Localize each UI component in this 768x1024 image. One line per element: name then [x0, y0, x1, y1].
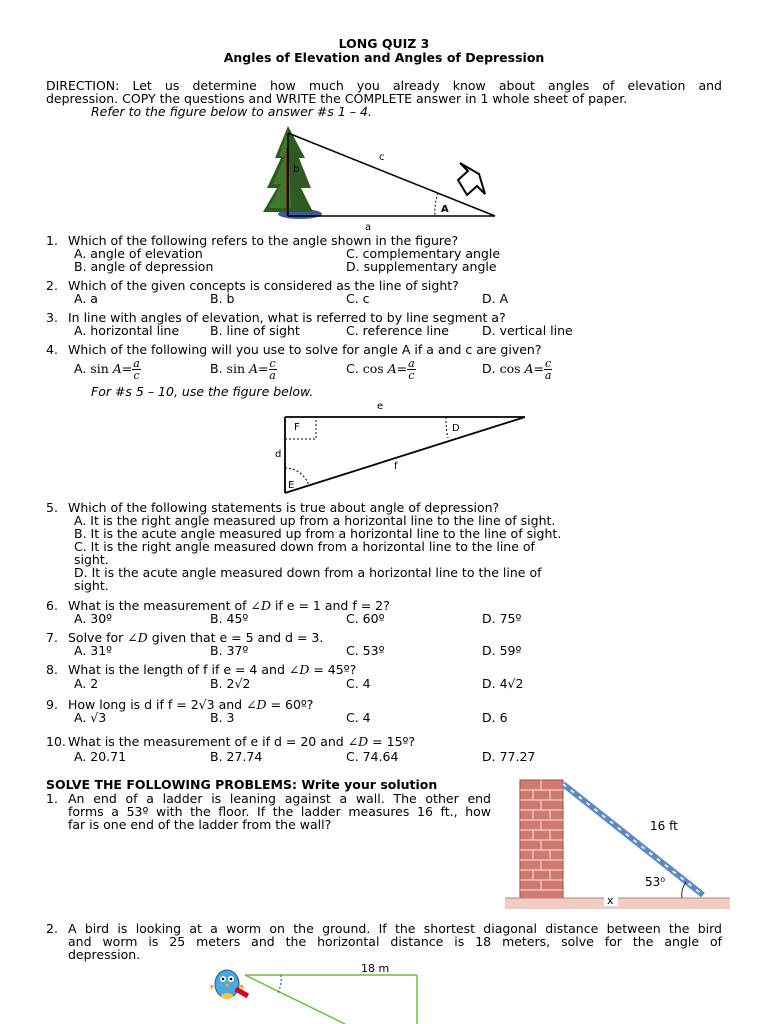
- q2-option-b: B. b: [210, 291, 235, 306]
- q9-option-a: A. √3: [74, 710, 107, 725]
- q1-option-b: B. angle of depression: [74, 259, 214, 274]
- q6-option-d: D. 75º: [482, 611, 522, 626]
- q2-option-d: D. A: [482, 291, 509, 306]
- q7-option-c: C. 53º: [346, 643, 385, 658]
- q5-option-b: B. It is the acute angle measured up from a horizontal line to the line of sight.: [74, 526, 562, 541]
- q9-text: How long is d if f = 2√3 and ∠D = 60º?: [68, 697, 314, 712]
- q7-option-d: D. 59º: [482, 643, 522, 658]
- p2-line-3: depression.: [68, 947, 141, 962]
- q1-option-d: D. supplementary angle: [346, 259, 497, 274]
- distance-label: 18 m: [361, 962, 390, 975]
- q7-text: Solve for ∠D given that e = 5 and d = 3.: [68, 630, 324, 645]
- q10-text: What is the measurement of e if d = 20 and ∠D = 15º?: [68, 734, 416, 749]
- label-c: c: [379, 152, 385, 163]
- arrow-pointer-icon: [458, 163, 485, 195]
- refer-figure-1: Refer to the figure below to answer #s 1 – 4.: [91, 104, 372, 119]
- q5-option-d: D. It is the acute angle measured down from a horizontal line to the line of: [74, 565, 542, 580]
- q1-number: 1.: [46, 233, 58, 248]
- q3-number: 3.: [46, 310, 58, 325]
- q1-option-a: A. angle of elevation: [74, 246, 203, 261]
- q7-option-a: A. 31º: [74, 643, 113, 658]
- figure-bird-worm: [205, 960, 435, 1024]
- q5-option-c: C. It is the right angle measured down from a horizontal line to the line of: [74, 539, 535, 554]
- q4-number: 4.: [46, 342, 58, 357]
- p1-number: 1.: [46, 791, 58, 806]
- figure-tree-triangle: [255, 118, 505, 234]
- direction-line-2: depression. COPY the questions and WRITE the COMPLETE answer in 1 whole sheet of paper.: [46, 91, 628, 106]
- q2-number: 2.: [46, 278, 58, 293]
- q7-option-b: B. 37º: [210, 643, 249, 658]
- q1-option-c: C. complementary angle: [346, 246, 501, 261]
- q10-option-b: B. 27.74: [210, 749, 263, 764]
- q4-option-c: C. cos A= $\frac{a}{c}$: [346, 357, 415, 382]
- q7-number: 7.: [46, 630, 58, 645]
- q9-number: 9.: [46, 697, 58, 712]
- label-a: a: [365, 222, 372, 233]
- q3-option-b: B. line of sight: [210, 323, 300, 338]
- q8-option-a: A. 2: [74, 676, 99, 691]
- figure-right-triangle: [270, 398, 540, 496]
- ladder: [563, 784, 703, 895]
- q5-text: Which of the following statements is true about angle of depression?: [68, 500, 500, 515]
- q10-number: 10.: [46, 734, 66, 749]
- ladder-length-label: 16 ft: [650, 819, 678, 833]
- q9-option-c: C. 4: [346, 710, 371, 725]
- label-D: D: [452, 423, 460, 434]
- q10-option-c: C. 74.64: [346, 749, 399, 764]
- q5-number: 5.: [46, 500, 58, 515]
- brick-wall: [520, 780, 563, 898]
- q3-option-a: A. horizontal line: [74, 323, 180, 338]
- label-F: F: [294, 422, 300, 433]
- p2-line-2: and worm is 25 meters and the horizontal distance is 18 meters, solve for the angle of: [68, 934, 722, 949]
- p2-number: 2.: [46, 921, 58, 936]
- q8-text: What is the length of f if e = 4 and ∠D = 45º?: [68, 662, 357, 677]
- q9-option-b: B. 3: [210, 710, 235, 725]
- p1-line-3: far is one end of the ladder from the wall?: [68, 817, 332, 832]
- q9-option-d: D. 6: [482, 710, 508, 725]
- q5-option-c-cont: sight.: [74, 552, 109, 567]
- label-d: d: [275, 449, 282, 460]
- ladder-x-label: x: [607, 894, 614, 907]
- bird-icon: [210, 970, 249, 999]
- figure-ladder-wall: [500, 778, 732, 914]
- q6-option-c: C. 60º: [346, 611, 385, 626]
- solve-heading: SOLVE THE FOLLOWING PROBLEMS: Write your solution: [46, 777, 438, 792]
- q5-option-a: A. It is the right angle measured up from a horizontal line to the line of sight.: [74, 513, 556, 528]
- quiz-subtitle: Angles of Elevation and Angles of Depression: [223, 50, 545, 65]
- q8-option-b: B. 2√2: [210, 676, 251, 691]
- p1-line-2: forms a 53º with the floor. If the ladder measures 16 ft., how: [68, 804, 491, 819]
- q8-option-c: C. 4: [346, 676, 371, 691]
- q8-option-d: D. 4√2: [482, 676, 524, 691]
- label-angle-A: A: [441, 204, 449, 215]
- q6-option-a: A. 30º: [74, 611, 113, 626]
- q4-option-d: D. cos A= $\frac{c}{a}$: [482, 357, 552, 382]
- q6-option-b: B. 45º: [210, 611, 249, 626]
- label-f: f: [394, 461, 398, 472]
- q3-text: In line with angles of elevation, what is referred to by line segment a?: [68, 310, 506, 325]
- q3-option-c: C. reference line: [346, 323, 449, 338]
- q4-text: Which of the following will you use to solve for angle A if a and c are given?: [68, 342, 542, 357]
- p1-line-1: An end of a ladder is leaning against a wall. The other end: [68, 791, 491, 806]
- q6-number: 6.: [46, 598, 58, 613]
- q2-option-a: A. a: [74, 291, 98, 306]
- q8-number: 8.: [46, 662, 58, 677]
- quiz-title: LONG QUIZ 3: [338, 36, 430, 51]
- q1-text: Which of the following refers to the angle shown in the figure?: [68, 233, 459, 248]
- refer-figure-2: For #s 5 – 10, use the figure below.: [91, 384, 314, 399]
- direction-line-1: DIRECTION: Let us determine how much you already know about angles of elevation and: [46, 78, 722, 93]
- label-E: E: [288, 480, 295, 491]
- q10-option-a: A. 20.71: [74, 749, 127, 764]
- q2-option-c: C. c: [346, 291, 370, 306]
- label-e: e: [377, 401, 384, 412]
- q5-option-d-cont: sight.: [74, 578, 109, 593]
- label-b: b: [293, 164, 300, 175]
- q4-option-b: B. sin A= $\frac{c}{a}$: [210, 357, 276, 382]
- q10-option-d: D. 77.27: [482, 749, 536, 764]
- q4-option-a: A. sin A= $\frac{a}{c}$: [74, 357, 140, 382]
- q6-text: What is the measurement of ∠D if e = 1 and f = 2?: [68, 598, 390, 613]
- ladder-angle-label: 53⁰: [645, 875, 666, 889]
- p2-line-1: A bird is looking at a worm on the ground. If the shortest diagonal distance between the bird: [68, 921, 722, 936]
- q2-text: Which of the given concepts is considered as the line of sight?: [68, 278, 459, 293]
- q3-option-d: D. vertical line: [482, 323, 573, 338]
